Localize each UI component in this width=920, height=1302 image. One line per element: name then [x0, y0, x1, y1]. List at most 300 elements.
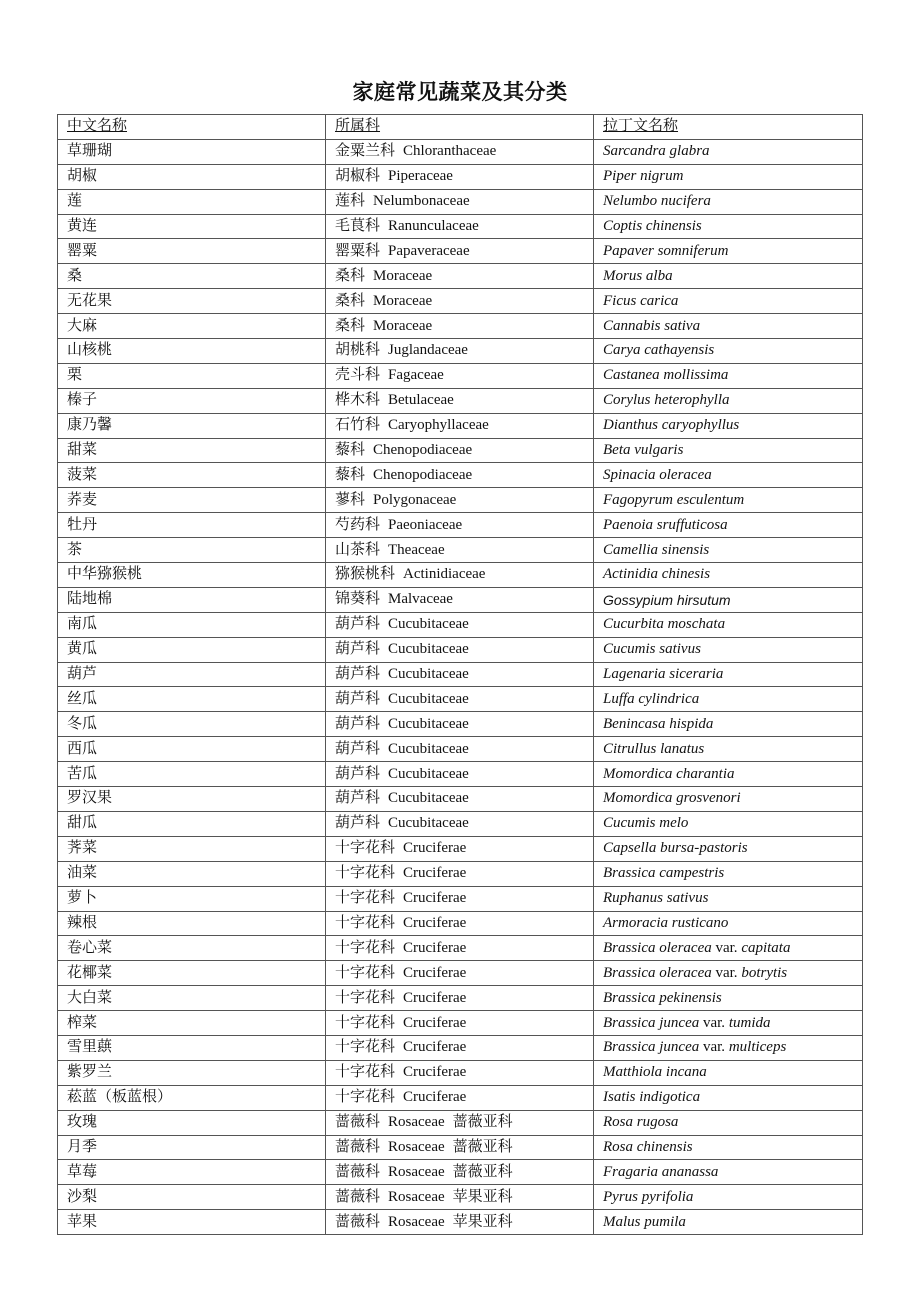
cell-chinese-name: 黄连 [58, 214, 326, 239]
family-latin: Moraceae [373, 267, 433, 284]
table-row [58, 388, 863, 413]
latin-genus-species: Brassica juncea [603, 1039, 700, 1056]
cell-family [326, 189, 594, 214]
table-row [58, 986, 863, 1011]
family-chinese: 桑科 [335, 267, 366, 284]
table-row [58, 712, 863, 737]
cell-family [326, 289, 594, 314]
latin-genus-species: Fagopyrum esculentum [603, 491, 745, 508]
table-row [58, 911, 863, 936]
family-latin: Cucubitaceae [388, 740, 469, 757]
family-chinese: 十字花科 [335, 1039, 396, 1056]
latin-genus-species: Benincasa hispida [603, 715, 714, 732]
latin-genus-species: Capsella bursa-pastoris [603, 840, 748, 857]
family-chinese: 壳斗科 [335, 367, 381, 384]
latin-genus-species: Brassica oleracea [603, 964, 712, 981]
latin-genus-species: Matthiola incana [603, 1064, 707, 1081]
cell-family [326, 737, 594, 762]
cell-family [326, 1210, 594, 1235]
subfamily-chinese: 蔷薇亚科 [452, 1114, 513, 1131]
family-chinese: 蔷薇科 [335, 1138, 381, 1155]
table-row [58, 189, 863, 214]
table-row [58, 1110, 863, 1135]
family-latin: Cucubitaceae [388, 815, 469, 832]
table-row [58, 363, 863, 388]
cell-chinese-name: 冬瓜 [58, 712, 326, 737]
cell-family [326, 687, 594, 712]
table-row [58, 239, 863, 264]
family-chinese: 十字花科 [335, 1064, 396, 1081]
cell-chinese-name: 荠菜 [58, 836, 326, 861]
latin-genus-species: Momordica grosvenori [603, 790, 741, 807]
family-chinese: 葫芦科 [335, 765, 381, 782]
family-chinese: 葫芦科 [335, 740, 381, 757]
table-row [58, 164, 863, 189]
cell-latin-name [594, 587, 863, 612]
cell-latin-name [594, 861, 863, 886]
family-chinese: 十字花科 [335, 1014, 396, 1031]
header-chinese-name: 中文名称 [58, 115, 326, 140]
cell-family [326, 363, 594, 388]
cell-chinese-name: 栗 [58, 363, 326, 388]
cell-chinese-name: 黄瓜 [58, 637, 326, 662]
cell-chinese-name: 紫罗兰 [58, 1060, 326, 1085]
family-chinese: 石竹科 [335, 417, 381, 434]
latin-genus-species: Carya cathayensis [603, 342, 715, 359]
table-row [58, 687, 863, 712]
cell-chinese-name: 莲 [58, 189, 326, 214]
family-latin: Cruciferae [403, 840, 467, 857]
family-chinese: 十字花科 [335, 890, 396, 907]
table-row [58, 1011, 863, 1036]
cell-family [326, 587, 594, 612]
cell-latin-name [594, 762, 863, 787]
cell-latin-name [594, 712, 863, 737]
latin-genus-species: Ruphanus sativus [603, 890, 709, 907]
family-chinese: 藜科 [335, 466, 366, 483]
cell-latin-name [594, 936, 863, 961]
latin-genus-species: Brassica oleracea [603, 939, 712, 956]
cell-chinese-name: 菠菜 [58, 463, 326, 488]
cell-chinese-name: 菘蓝（板蓝根） [58, 1085, 326, 1110]
family-latin: Cruciferae [403, 989, 467, 1006]
cell-family [326, 986, 594, 1011]
latin-var-marker: var. [702, 1039, 726, 1056]
subfamily-chinese: 苹果亚科 [452, 1188, 513, 1205]
cell-latin-name [594, 139, 863, 164]
latin-genus-species: Cucurbita moschata [603, 616, 726, 633]
family-latin: Chenopodiaceae [373, 466, 473, 483]
family-latin: Malvaceae [388, 591, 453, 608]
cell-family [326, 264, 594, 289]
cell-family [326, 787, 594, 812]
family-latin: Cruciferae [403, 1064, 467, 1081]
subfamily-chinese: 蔷薇亚科 [452, 1163, 513, 1180]
cell-family [326, 388, 594, 413]
cell-latin-name [594, 189, 863, 214]
cell-chinese-name: 苹果 [58, 1210, 326, 1235]
cell-latin-name [594, 289, 863, 314]
family-chinese: 蓼科 [335, 491, 366, 508]
cell-latin-name [594, 538, 863, 563]
table-row [58, 214, 863, 239]
table-row [58, 538, 863, 563]
table-row [58, 961, 863, 986]
table-row [58, 612, 863, 637]
family-chinese: 桑科 [335, 317, 366, 334]
cell-chinese-name: 大麻 [58, 314, 326, 339]
table-row [58, 886, 863, 911]
latin-variety: capitata [741, 939, 791, 956]
latin-variety: botrytis [741, 964, 788, 981]
latin-genus-species: Brassica juncea [603, 1014, 700, 1031]
cell-family [326, 936, 594, 961]
family-chinese: 葫芦科 [335, 815, 381, 832]
family-latin: Rosaceae [388, 1213, 445, 1230]
latin-genus-species: Morus alba [603, 267, 673, 284]
cell-chinese-name: 丝瓜 [58, 687, 326, 712]
family-latin: Rosaceae [388, 1188, 445, 1205]
subfamily-chinese: 蔷薇亚科 [452, 1138, 513, 1155]
cell-family [326, 314, 594, 339]
latin-genus-species: Dianthus caryophyllus [603, 417, 740, 434]
family-chinese: 锦葵科 [335, 591, 381, 608]
table-row [58, 1185, 863, 1210]
family-latin: Cruciferae [403, 939, 467, 956]
cell-family [326, 712, 594, 737]
family-chinese: 桑科 [335, 292, 366, 309]
family-chinese: 葫芦科 [335, 790, 381, 807]
family-latin: Nelumbonaceae [373, 193, 470, 210]
cell-chinese-name: 康乃馨 [58, 413, 326, 438]
family-latin: Chenopodiaceae [373, 442, 473, 459]
cell-chinese-name: 南瓜 [58, 612, 326, 637]
family-chinese: 十字花科 [335, 1089, 396, 1106]
cell-latin-name [594, 787, 863, 812]
latin-genus-species: Brassica campestris [603, 865, 725, 882]
cell-family [326, 139, 594, 164]
cell-chinese-name: 无花果 [58, 289, 326, 314]
family-latin: Cucubitaceae [388, 765, 469, 782]
cell-latin-name [594, 339, 863, 364]
vegetable-classification-table [57, 114, 863, 1235]
cell-latin-name [594, 314, 863, 339]
cell-family [326, 637, 594, 662]
table-row [58, 762, 863, 787]
cell-chinese-name: 罗汉果 [58, 787, 326, 812]
cell-family [326, 961, 594, 986]
cell-chinese-name: 西瓜 [58, 737, 326, 762]
latin-genus-species: Spinacia oleracea [603, 466, 712, 483]
cell-chinese-name: 大白菜 [58, 986, 326, 1011]
family-chinese: 藜科 [335, 442, 366, 459]
latin-genus-species: Camellia sinensis [603, 541, 710, 558]
cell-family [326, 861, 594, 886]
table-row [58, 1060, 863, 1085]
table-row [58, 787, 863, 812]
cell-latin-name [594, 388, 863, 413]
header-latin-name: 拉丁文名称 [594, 115, 863, 140]
latin-genus-species: Cucumis sativus [603, 641, 701, 658]
cell-latin-name [594, 563, 863, 588]
cell-latin-name [594, 488, 863, 513]
family-latin: Cruciferae [403, 1014, 467, 1031]
cell-family [326, 463, 594, 488]
family-latin: Cucubitaceae [388, 690, 469, 707]
cell-latin-name [594, 438, 863, 463]
cell-chinese-name: 桑 [58, 264, 326, 289]
cell-chinese-name: 花椰菜 [58, 961, 326, 986]
latin-variety: tumida [728, 1014, 771, 1031]
cell-chinese-name: 榨菜 [58, 1011, 326, 1036]
family-chinese: 十字花科 [335, 840, 396, 857]
cell-latin-name [594, 1011, 863, 1036]
family-chinese: 葫芦科 [335, 616, 381, 633]
latin-var-marker: var. [702, 1014, 726, 1031]
cell-family [326, 563, 594, 588]
family-latin: Rosaceae [388, 1163, 445, 1180]
cell-chinese-name: 萝卜 [58, 886, 326, 911]
family-latin: Papaveraceae [388, 242, 470, 259]
cell-latin-name [594, 1160, 863, 1185]
cell-family [326, 413, 594, 438]
cell-family [326, 886, 594, 911]
cell-latin-name [594, 1085, 863, 1110]
cell-chinese-name: 山核桃 [58, 339, 326, 364]
latin-genus-species: Beta vulgaris [603, 442, 684, 459]
cell-latin-name [594, 961, 863, 986]
cell-family [326, 911, 594, 936]
family-chinese: 毛茛科 [335, 218, 381, 234]
family-latin: Ranunculaceae [388, 218, 479, 234]
table-row [58, 737, 863, 762]
family-chinese: 山茶科 [335, 541, 381, 558]
cell-chinese-name: 罂粟 [58, 239, 326, 264]
cell-chinese-name: 油菜 [58, 861, 326, 886]
family-chinese: 胡椒科 [335, 168, 381, 185]
cell-family [326, 1185, 594, 1210]
family-latin: Betulaceae [388, 392, 454, 409]
latin-genus-species: Rosa chinensis [603, 1138, 693, 1155]
table-row [58, 513, 863, 538]
cell-latin-name [594, 1135, 863, 1160]
cell-latin-name [594, 363, 863, 388]
table-row [58, 438, 863, 463]
table-row [58, 1210, 863, 1235]
cell-family [326, 662, 594, 687]
cell-family [326, 762, 594, 787]
latin-genus-species: Sarcandra glabra [603, 143, 710, 160]
cell-latin-name [594, 612, 863, 637]
cell-family [326, 1135, 594, 1160]
family-chinese: 葫芦科 [335, 690, 381, 707]
cell-latin-name [594, 1060, 863, 1085]
cell-chinese-name: 中华猕猴桃 [58, 563, 326, 588]
latin-genus-species: Fragaria ananassa [603, 1163, 719, 1180]
table-row [58, 936, 863, 961]
cell-chinese-name: 玫瑰 [58, 1110, 326, 1135]
table-row [58, 1135, 863, 1160]
family-latin: Cucubitaceae [388, 641, 469, 658]
subfamily-chinese: 苹果亚科 [452, 1213, 513, 1230]
cell-family [326, 164, 594, 189]
cell-latin-name [594, 1185, 863, 1210]
cell-family [326, 1035, 594, 1060]
family-latin: Polygonaceae [373, 491, 457, 508]
family-chinese: 十字花科 [335, 989, 396, 1006]
cell-family [326, 488, 594, 513]
cell-chinese-name: 茶 [58, 538, 326, 563]
cell-family [326, 513, 594, 538]
latin-genus-species: Luffa cylindrica [603, 690, 700, 707]
cell-family [326, 1060, 594, 1085]
latin-var-marker: var. [715, 964, 738, 981]
family-latin: Cruciferae [403, 914, 467, 931]
family-chinese: 十字花科 [335, 865, 396, 882]
family-latin: Paeoniaceae [388, 516, 463, 533]
cell-latin-name [594, 911, 863, 936]
cell-family [326, 239, 594, 264]
family-latin: Chloranthaceae [403, 143, 497, 160]
latin-variety: multiceps [728, 1039, 787, 1056]
latin-genus-species: Momordica charantia [603, 765, 735, 782]
latin-genus-species: Nelumbo nucifera [603, 193, 711, 210]
family-latin: Cucubitaceae [388, 790, 469, 807]
cell-chinese-name: 草珊瑚 [58, 139, 326, 164]
family-latin: Moraceae [373, 317, 433, 334]
family-chinese: 十字花科 [335, 914, 396, 931]
table-row [58, 836, 863, 861]
cell-chinese-name: 沙梨 [58, 1185, 326, 1210]
cell-chinese-name: 草莓 [58, 1160, 326, 1185]
table-row [58, 861, 863, 886]
latin-genus-species: Cucumis melo [603, 815, 689, 832]
latin-genus-species: Actinidia chinesis [603, 566, 711, 583]
cell-latin-name [594, 1110, 863, 1135]
table-body [58, 139, 863, 1234]
family-latin: Juglandaceae [388, 342, 468, 359]
family-latin: Moraceae [373, 292, 433, 309]
latin-genus-species: Rosa rugosa [603, 1114, 679, 1131]
family-chinese: 蔷薇科 [335, 1114, 381, 1131]
cell-family [326, 339, 594, 364]
family-chinese: 罂粟科 [335, 242, 381, 259]
family-latin: Caryophyllaceae [388, 417, 489, 434]
table-row [58, 811, 863, 836]
family-chinese: 十字花科 [335, 964, 396, 981]
table-row [58, 314, 863, 339]
latin-genus-species: Corylus heterophylla [603, 392, 730, 409]
family-latin: Cruciferae [403, 865, 467, 882]
cell-chinese-name: 陆地棉 [58, 587, 326, 612]
latin-genus-species: Pyrus pyrifolia [603, 1188, 694, 1205]
cell-chinese-name: 牡丹 [58, 513, 326, 538]
cell-family [326, 612, 594, 637]
latin-var-marker: var. [715, 939, 738, 956]
cell-latin-name [594, 637, 863, 662]
cell-family [326, 1011, 594, 1036]
cell-latin-name [594, 413, 863, 438]
cell-chinese-name: 胡椒 [58, 164, 326, 189]
table-row [58, 463, 863, 488]
latin-genus-species: Castanea mollissima [603, 367, 729, 384]
family-latin: Cruciferae [403, 1039, 467, 1056]
cell-family [326, 538, 594, 563]
family-chinese: 葫芦科 [335, 666, 381, 683]
cell-chinese-name: 甜瓜 [58, 811, 326, 836]
latin-genus-species: Paenoia sruffuticosa [603, 516, 728, 533]
cell-chinese-name: 辣根 [58, 911, 326, 936]
cell-latin-name [594, 463, 863, 488]
family-latin: Piperaceae [388, 168, 453, 185]
cell-chinese-name: 甜菜 [58, 438, 326, 463]
document-title: 家庭常见蔬菜及其分类 [352, 80, 568, 104]
table-row [58, 339, 863, 364]
family-chinese: 胡桃科 [335, 342, 381, 359]
cell-latin-name [594, 1210, 863, 1235]
cell-latin-name [594, 662, 863, 687]
table-row [58, 587, 863, 612]
latin-genus-species: Gossypium hirsutum [603, 591, 731, 608]
table-row [58, 637, 863, 662]
table-row [58, 264, 863, 289]
cell-family [326, 438, 594, 463]
header-family: 所属科 [326, 115, 594, 140]
table-row [58, 662, 863, 687]
latin-genus-species: Malus pumila [603, 1213, 686, 1230]
latin-genus-species: Piper nigrum [603, 168, 684, 185]
cell-family [326, 1160, 594, 1185]
table-row [58, 1085, 863, 1110]
latin-genus-species: Citrullus lanatus [603, 740, 705, 757]
family-latin: Cruciferae [403, 890, 467, 907]
table-row [58, 139, 863, 164]
cell-latin-name [594, 164, 863, 189]
latin-genus-species: Lagenaria siceraria [603, 666, 724, 683]
latin-genus-species: Cannabis sativa [603, 317, 701, 334]
table-row [58, 563, 863, 588]
cell-chinese-name: 榛子 [58, 388, 326, 413]
cell-family [326, 214, 594, 239]
family-latin: Cucubitaceae [388, 715, 469, 732]
family-latin: Fagaceae [388, 367, 444, 384]
table-row [58, 488, 863, 513]
cell-chinese-name: 卷心菜 [58, 936, 326, 961]
family-chinese: 蔷薇科 [335, 1188, 381, 1205]
cell-latin-name [594, 811, 863, 836]
cell-latin-name [594, 886, 863, 911]
cell-latin-name [594, 986, 863, 1011]
family-chinese: 蔷薇科 [335, 1213, 381, 1230]
table-row [58, 1160, 863, 1185]
family-latin: Rosaceae [388, 1114, 445, 1131]
table-row [58, 413, 863, 438]
family-latin: Cucubitaceae [388, 666, 469, 683]
cell-latin-name [594, 687, 863, 712]
cell-latin-name [594, 264, 863, 289]
table-row [58, 1035, 863, 1060]
family-latin: Cruciferae [403, 1089, 467, 1106]
latin-genus-species: Brassica pekinensis [603, 989, 722, 1006]
family-chinese: 莲科 [335, 193, 366, 210]
cell-family [326, 836, 594, 861]
family-chinese: 蔷薇科 [335, 1163, 381, 1180]
family-latin: Actinidiaceae [403, 566, 486, 583]
table-header-row [58, 115, 863, 140]
family-chinese: 金粟兰科 [335, 143, 396, 160]
latin-genus-species: Papaver somniferum [603, 242, 729, 259]
cell-family [326, 1110, 594, 1135]
